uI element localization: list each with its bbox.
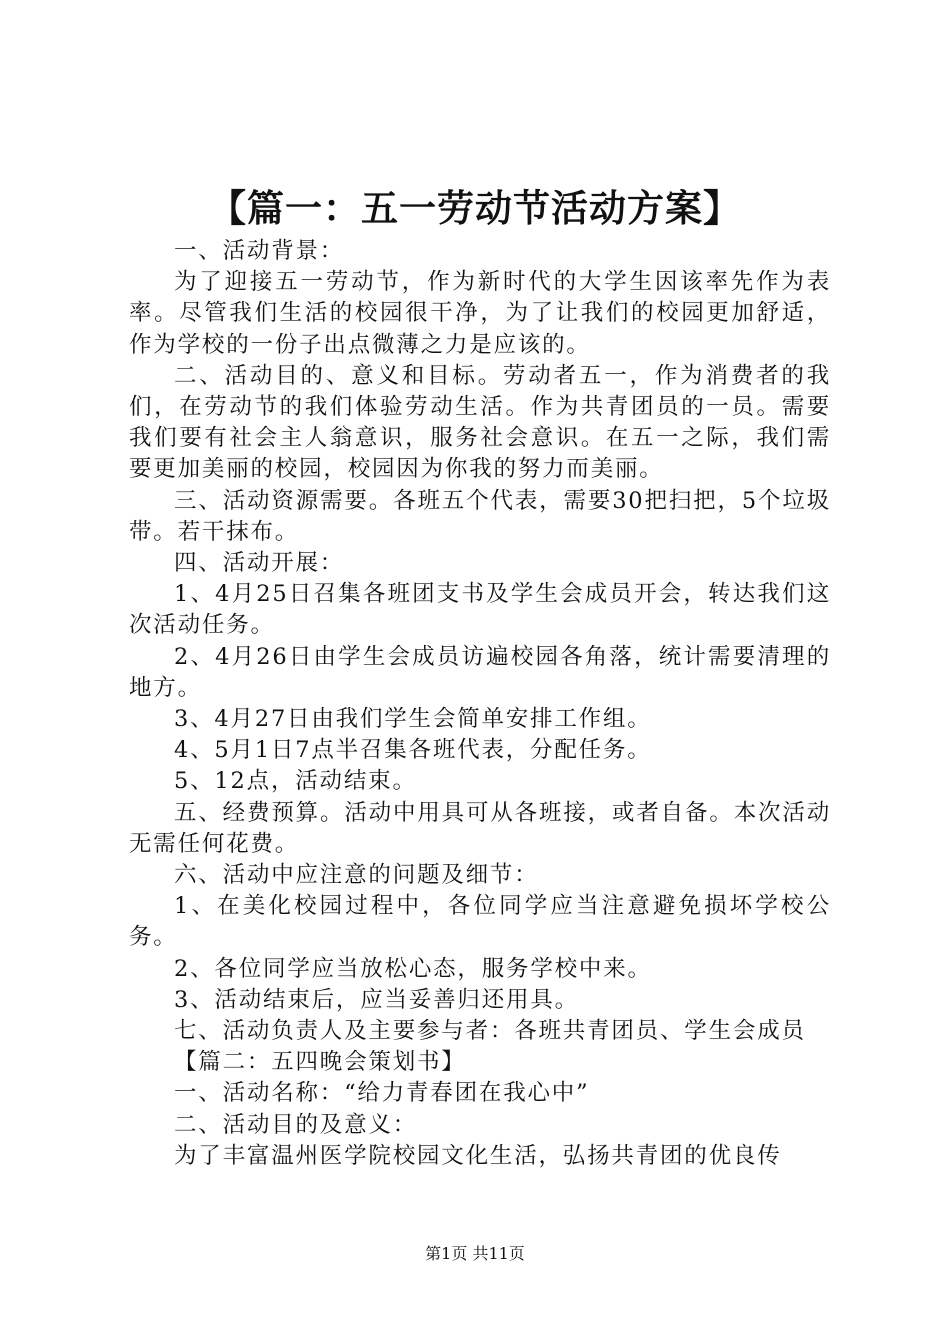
paragraph: 六、活动中应注意的问题及细节： (174, 862, 539, 889)
paragraph: 2、4月26日由学生会成员访遍校园各角落，统计需要清理的地方。 (129, 643, 831, 701)
paragraph: 为了丰富温州医学院校园文化生活，弘扬共青团的优良传 (174, 1142, 782, 1169)
paragraph: 一、活动背景： (174, 238, 345, 264)
page-footer: 第1页 共11页 (425, 1244, 525, 1263)
paragraph: 七、活动负责人及主要参与者：各班共青团员、学生会成员 (174, 1018, 806, 1045)
paragraph: 三、活动资源需要。各班五个代表，需要30把扫把，5个垃圾带。若干抹布。 (129, 487, 831, 545)
paragraph: 为了迎接五一劳动节，作为新时代的大学生因该率先作为表率。尽管我们生活的校园很干净，为了让我们的校园更加舒适，作为学校的一份子出点微薄之力是应该的。 (129, 269, 831, 358)
paragraph: 五、经费预算。活动中用具可从各班接，或者自备。本次活动无需任何花费。 (129, 799, 831, 857)
paragraph: 1、在美化校园过程中，各位同学应当注意避免损坏学校公务。 (129, 893, 831, 951)
document-title: 【篇一：五一劳动节活动方案】 (209, 186, 741, 230)
paragraph: 5、12点，活动结束。 (174, 768, 417, 795)
paragraph: 3、4月27日由我们学生会简单安排工作组。 (174, 706, 652, 733)
paragraph: 二、活动目的及意义： (174, 1111, 418, 1138)
paragraph: 二、活动目的、意义和目标。劳动者五一，作为消费者的我们，在劳动节的我们体验劳动生活。作为共青团员的一员。需要我们要有社会主人翁意识，服务社会意识。在五一之际，我们需要更加美丽的校园，校园因为你我的努力而美丽。 (129, 362, 831, 483)
paragraph: 2、各位同学应当放松心态，服务学校中来。 (174, 955, 652, 982)
paragraph: 1、4月25日召集各班团支书及学生会成员开会，转达我们这次活动任务。 (129, 581, 831, 639)
section-heading: 【篇二：五四晚会策划书】 (174, 1049, 466, 1076)
paragraph: 4、5月1日7点半召集各班代表，分配任务。 (174, 737, 652, 764)
paragraph: 3、活动结束后，应当妥善归还用具。 (174, 986, 579, 1013)
paragraph: 四、活动开展： (174, 550, 345, 577)
document-body (129, 236, 831, 1172)
paragraph: 一、活动名称：“给力青春团在我心中” (174, 1080, 590, 1107)
